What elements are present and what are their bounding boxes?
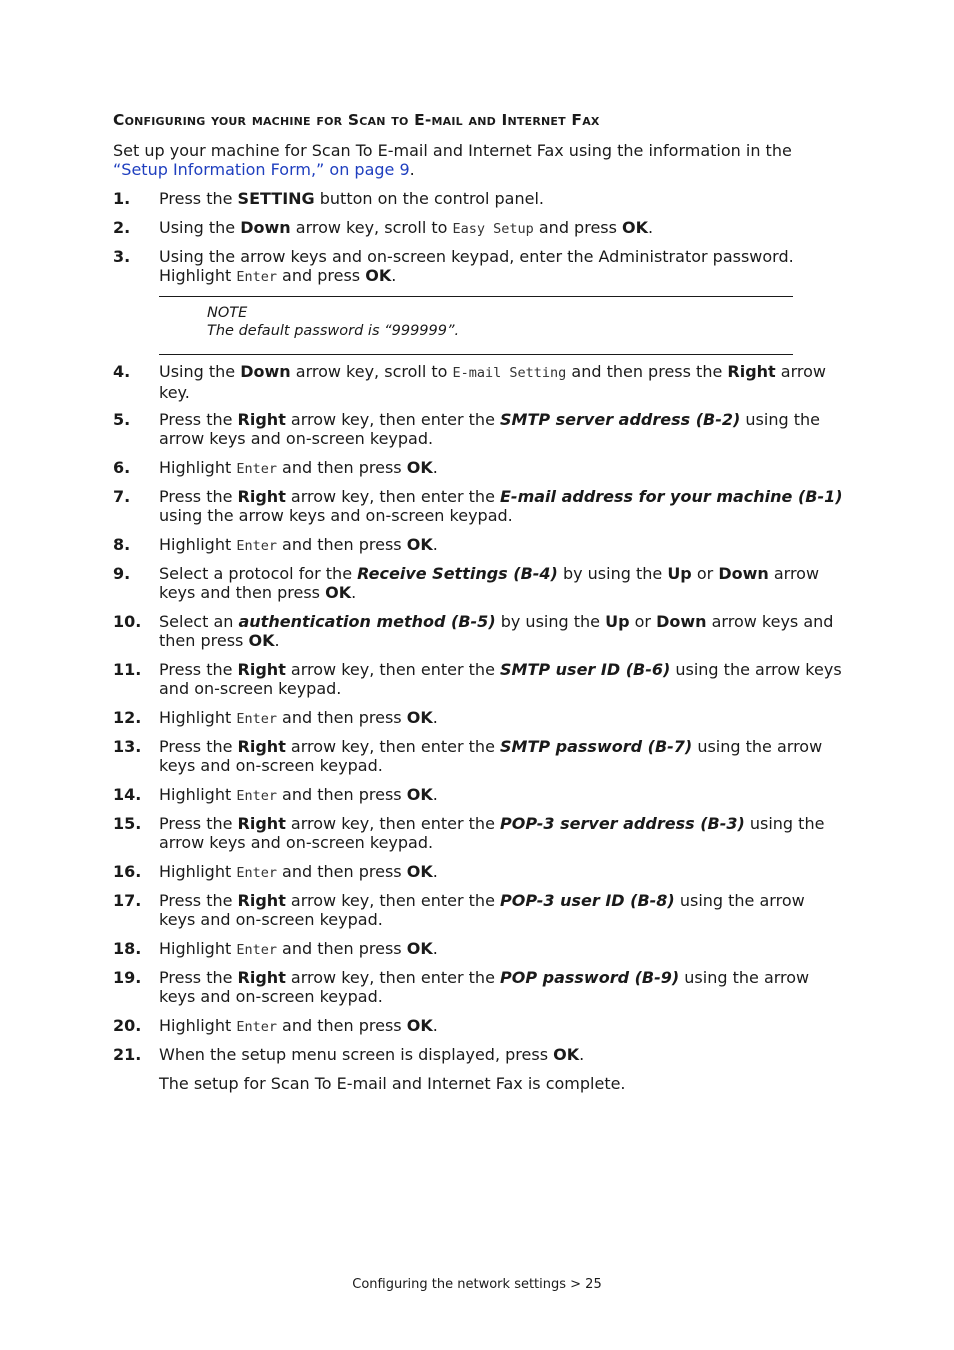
emphasis: OK [325,583,352,602]
step-text-run: or [691,564,719,583]
step-text-run: arrow key, then enter the [285,410,500,429]
note-label: NOTE [207,305,248,321]
step-text-run: Highlight [159,785,237,804]
step-text-run: using the arrow keys and on-screen keypad. [159,506,513,525]
setup-form-link[interactable]: “Setup Information Form,” on page 9 [113,160,410,179]
screen-option: Enter [236,1019,277,1035]
step-text-run: . [432,785,438,804]
emphasis: Right [237,891,286,910]
screen-option: Enter [236,461,277,477]
emphasis: POP password (B-9) [500,968,680,987]
step-text-run: arrow keys and then press [159,564,820,602]
step-text-run: and then press the [566,362,728,381]
step-text [159,487,843,525]
step-number: 6. [113,458,131,477]
emphasis: OK [622,218,649,237]
step-text-run: arrow keys and then press [159,612,834,650]
step-text-run: Press the [159,487,238,506]
step-number: 3. [113,247,131,266]
step-text-run: arrow key, scroll to [290,362,453,381]
step-text [159,708,843,729]
step-text [159,814,843,852]
closing-text: The setup for Scan To E-mail and Internet Fax is complete. [159,1074,626,1093]
step-text-run: using the arrow keys and on-screen keypad. [159,737,823,775]
step-text [159,458,843,479]
step-text [159,939,843,960]
emphasis: Right [727,362,776,381]
step-text-run: by using the [557,564,668,583]
step-text-run: and then press [276,862,407,881]
step-text [159,612,843,650]
step-text-run: and then press [276,708,407,727]
emphasis: Right [237,737,286,756]
step-text-run: Select a protocol for the [159,564,358,583]
step-text [159,1045,843,1064]
step-text-run: using the arrow keys and on-screen keypad. [159,814,825,852]
step-text-run: Using the arrow keys and on-screen keypad, enter the Administrator password. Highlight [159,247,794,285]
step-text-run: Press the [159,189,238,208]
note-bottom-rule [159,354,793,355]
step-text-run: and press [276,266,366,285]
step-text-run: Press the [159,891,238,910]
step-text-run: Highlight [159,939,237,958]
emphasis: OK [248,631,275,650]
step-text [159,535,843,556]
emphasis: E-mail address for your machine (B-1) [500,487,843,506]
step-text-run: Using the [159,218,241,237]
step-number: 19. [113,968,142,987]
step-text-run: arrow key, then enter the [285,737,500,756]
emphasis: Down [656,612,707,631]
step-text-run: . [274,631,280,650]
emphasis: OK [406,1016,433,1035]
step-text-run: arrow key. [159,362,826,402]
screen-option: Enter [236,269,277,285]
step-text-run: and then press [276,1016,407,1035]
section-heading: Configuring your machine for Scan to E-mail and Internet Fax [113,111,600,129]
step-text [159,218,843,239]
step-text-run: arrow key, then enter the [285,814,500,833]
step-text [159,968,843,1006]
emphasis: Right [237,814,286,833]
screen-option: Enter [236,538,277,554]
step-text-run: and then press [276,458,407,477]
step-text-run: . [351,583,357,602]
step-number: 12. [113,708,142,727]
step-text-run: Using the [159,362,241,381]
step-number: 14. [113,785,142,804]
emphasis: Up [605,612,630,631]
step-text [159,410,843,448]
step-text-run: and then press [276,535,407,554]
step-text-run: Press the [159,660,238,679]
emphasis: OK [406,458,433,477]
emphasis: OK [406,785,433,804]
emphasis: Right [237,968,286,987]
emphasis: SETTING [237,189,315,208]
emphasis: Receive Settings (B-4) [357,564,558,583]
step-text-run: arrow key, then enter the [285,660,500,679]
emphasis: Down [240,362,291,381]
emphasis: authentication method (B-5) [238,612,496,631]
emphasis: POP-3 user ID (B-8) [500,891,675,910]
step-text [159,891,843,929]
step-text-run: arrow key, then enter the [285,968,500,987]
step-text-run: and then press [276,939,407,958]
emphasis: Right [237,410,286,429]
step-text-run: . [432,458,438,477]
step-text-run: using the arrow keys and on-screen keypad. [159,660,842,698]
step-number: 15. [113,814,142,833]
step-text-run: and press [533,218,623,237]
screen-option: Easy Setup [452,221,534,237]
emphasis: SMTP user ID (B-6) [500,660,671,679]
emphasis: OK [406,535,433,554]
emphasis: Down [240,218,291,237]
step-text-run: . [391,266,397,285]
note-box [207,304,459,340]
step-number: 9. [113,564,131,583]
step-text-run: . [648,218,654,237]
step-text-run: Select an [159,612,239,631]
step-number: 5. [113,410,131,429]
step-text-run: . [432,862,438,881]
step-text-run: using the arrow keys and on-screen keypad. [159,968,810,1006]
step-number: 2. [113,218,131,237]
step-text-run: Highlight [159,708,237,727]
step-text [159,737,843,775]
step-text-run: Highlight [159,458,237,477]
step-number: 10. [113,612,142,631]
step-text [159,660,843,698]
emphasis: SMTP server address (B-2) [500,410,741,429]
step-text-run: using the arrow keys and on-screen keypad. [159,410,820,448]
screen-option: Enter [236,788,277,804]
intro-paragraph [113,141,843,179]
step-text-run: Press the [159,737,238,756]
intro-after: . [409,160,415,179]
step-number: 1. [113,189,131,208]
step-text-run: . [432,939,438,958]
step-text-run: . [432,708,438,727]
step-text-run: arrow key, scroll to [290,218,453,237]
emphasis: OK [406,862,433,881]
step-number: 7. [113,487,131,506]
screen-option: Enter [236,942,277,958]
step-number: 17. [113,891,142,910]
step-text [159,247,843,287]
step-text-run: Highlight [159,535,237,554]
emphasis: SMTP password (B-7) [500,737,693,756]
step-text-run: and then press [276,785,407,804]
step-text-run: Press the [159,968,238,987]
screen-option: Enter [236,865,277,881]
step-text [159,564,843,602]
emphasis: Right [237,660,286,679]
step-number: 8. [113,535,131,554]
screen-option: E-mail Setting [452,365,567,381]
step-number: 13. [113,737,142,756]
emphasis: Right [237,487,286,506]
step-text-run: Highlight [159,862,237,881]
step-text-run: Press the [159,410,238,429]
emphasis: OK [553,1045,580,1064]
intro-text: Set up your machine for Scan To E-mail and Internet Fax using the information in the [113,141,792,160]
note-top-rule [159,296,793,297]
step-text-run: . [579,1045,585,1064]
step-text [159,862,843,883]
step-number: 21. [113,1045,142,1064]
step-number: 20. [113,1016,142,1035]
emphasis: OK [406,939,433,958]
step-text-run: arrow key, then enter the [285,891,500,910]
step-text-run: . [432,535,438,554]
screen-option: Enter [236,711,277,727]
step-text [159,1016,843,1037]
emphasis: OK [365,266,392,285]
step-text-run: Highlight [159,1016,237,1035]
emphasis: Up [667,564,692,583]
step-text-run: using the arrow keys and on-screen keypad. [159,891,805,929]
step-text-run: When the setup menu screen is displayed, press [159,1045,554,1064]
step-text-run: arrow key, then enter the [285,487,500,506]
emphasis: Down [718,564,769,583]
step-text-run: . [432,1016,438,1035]
page-footer: Configuring the network settings > 25 [352,1277,602,1292]
step-number: 16. [113,862,142,881]
step-text-run: Press the [159,814,238,833]
note-text: The default password is “999999”. [207,323,460,339]
emphasis: POP-3 server address (B-3) [500,814,745,833]
step-number: 11. [113,660,142,679]
step-text [159,785,843,806]
emphasis: OK [406,708,433,727]
step-text-run: or [629,612,657,631]
step-number: 18. [113,939,142,958]
step-text-run: button on the control panel. [314,189,544,208]
step-number: 4. [113,362,131,381]
step-text [159,362,843,402]
step-text-run: by using the [495,612,606,631]
step-text [159,189,843,208]
